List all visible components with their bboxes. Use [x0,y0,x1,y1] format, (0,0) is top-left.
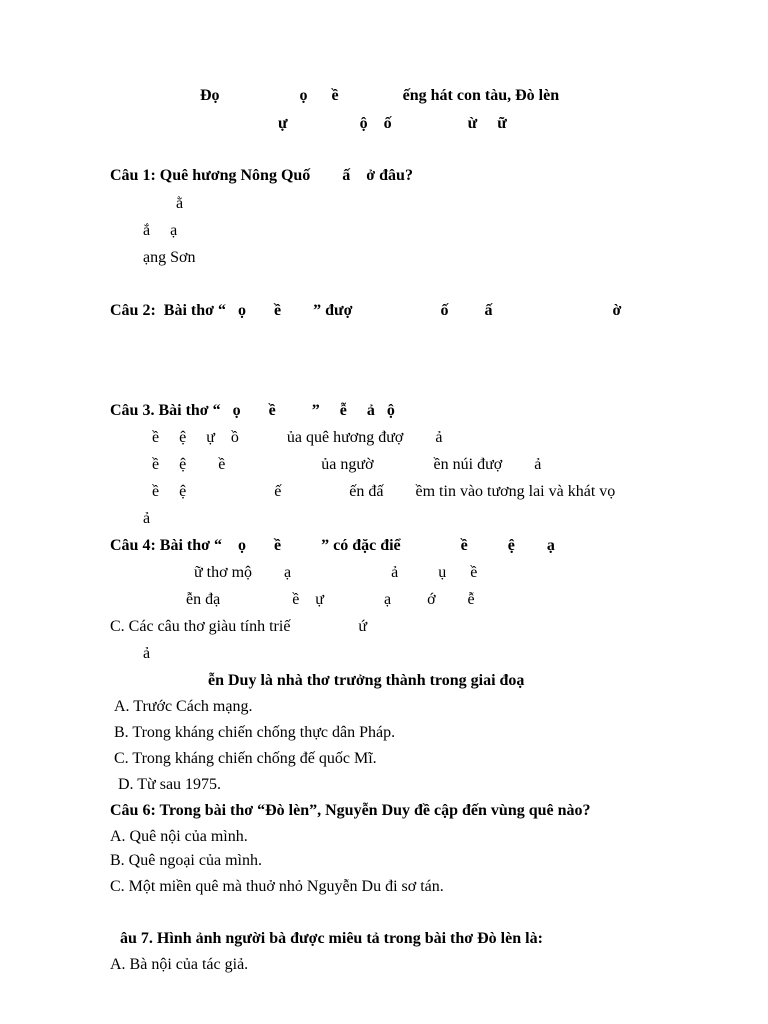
q3-option-d: ả [143,510,151,527]
q5-option-a: A. Trước Cách mạng. [114,698,253,715]
question-3: Câu 3. Bài thơ “ ọ ề ” ễ ả ộ [110,402,395,419]
doc-title-line-1: Đọ ọ ề ếng hát con tàu, Đò lèn [200,87,560,104]
q5-option-b: B. Trong kháng chiến chống thực dân Pháp. [114,724,396,741]
question-1: Câu 1: Quê hương Nông Quố ấ ở đâu? [110,167,413,184]
q3-option-b: ề ệ ề ủa ngườ ền núi đượ ả [152,456,542,473]
q4-option-d: ả [143,645,151,662]
q7-option-a: A. Bà nội của tác giả. [110,956,249,973]
q4-option-c: C. Các câu thơ giàu tính triế ứ [110,618,368,635]
q5-option-d: D. Từ sau 1975. [118,776,222,793]
q6-option-b: B. Quê ngoại của mình. [110,852,262,869]
q5-option-c: C. Trong kháng chiến chống đế quốc Mĩ. [114,750,377,767]
question-5: ễn Duy là nhà thơ trưởng thành trong giai đoạ [208,672,525,689]
question-7: âu 7. Hình ảnh người bà được miêu tả trong bài thơ Đò lèn là: [120,930,543,947]
q3-option-a: ề ệ ự ồ ủa quê hương đượ ả [152,429,443,446]
q4-option-a: ữ thơ mộ ạ ả ụ ề [194,564,478,581]
doc-title-line-2: ự ộ ố ừ ữ [278,115,507,132]
q1-option-c: ạng Sơn [143,249,196,266]
q6-option-a: A. Quê nội của mình. [110,828,248,845]
q1-option-b: ắ ạ [143,222,178,239]
q1-option-a: ằ [176,195,184,212]
question-2: Câu 2: Bài thơ “ ọ ề ” đượ ố ấ ờ [110,302,622,319]
q6-option-c: C. Một miền quê mà thuở nhỏ Nguyễn Du đi sơ tán. [110,878,444,895]
question-4: Câu 4: Bài thơ “ ọ ề ” có đặc điể ề ệ ạ [110,537,555,554]
q3-option-c: ề ệ ế ến đấ ềm tin vào tương lai và khát vọ [152,483,616,500]
q4-option-b: ễn đạ ề ự ạ ớ ễ [186,591,475,608]
question-6: Câu 6: Trong bài thơ “Đò lèn”, Nguyễn Duy đề cập đến vùng quê nào? [110,802,591,819]
